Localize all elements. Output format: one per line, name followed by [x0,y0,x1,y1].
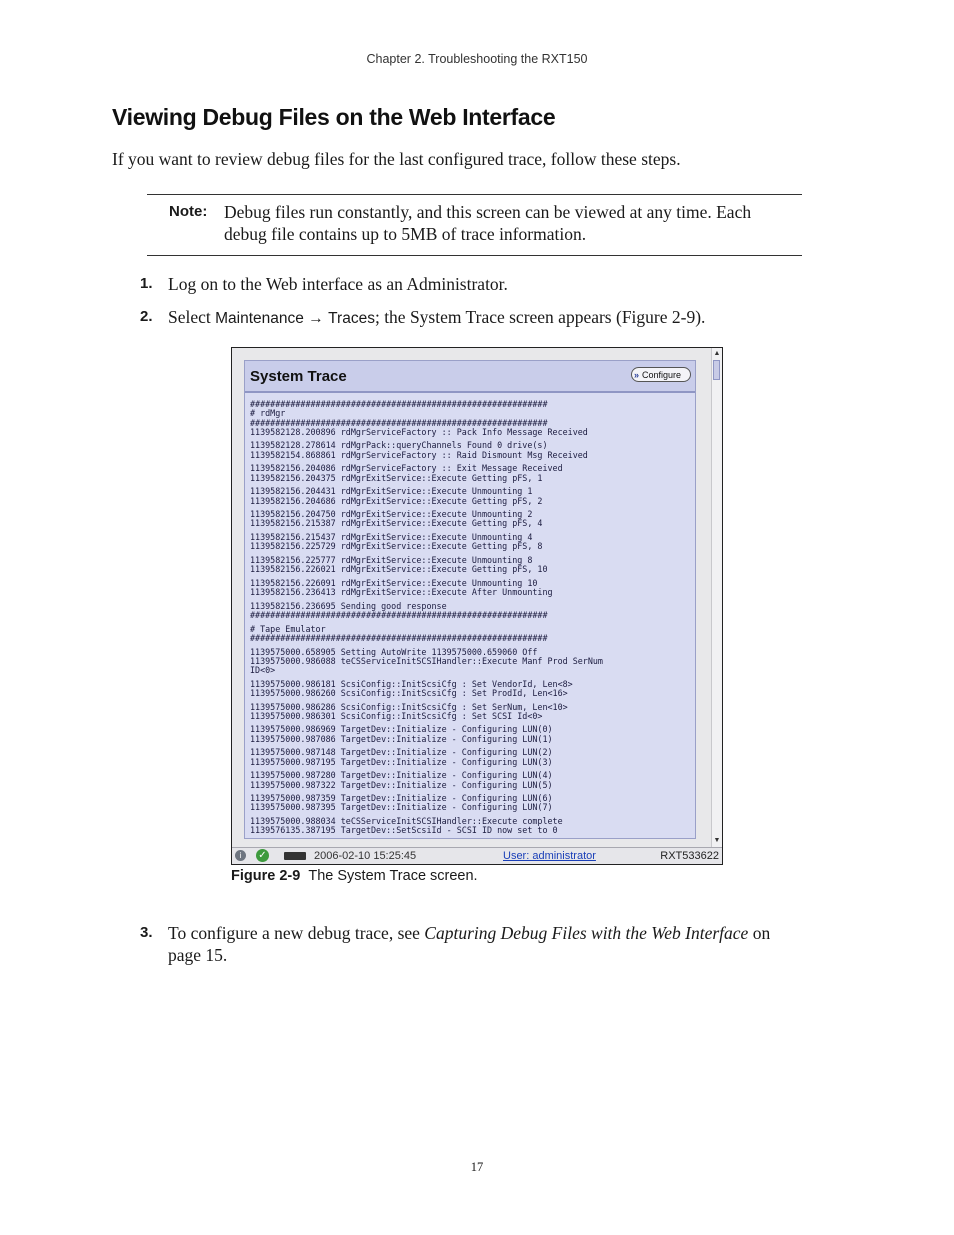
info-icon[interactable]: i [235,850,246,861]
figure-caption-text: The System Trace screen. [308,868,478,884]
log-line: 1139582156.204375 rdMgrExitService::Execute Getting pFS, 1 [250,472,543,483]
log-line: ########################################################### [250,610,548,621]
note-label: Note: [169,203,208,220]
scroll-down-icon[interactable]: ▼ [713,836,721,844]
step-text-before: Select [168,307,216,327]
figure-caption [231,868,478,884]
step-text [168,922,798,966]
step-number: 2. [140,308,153,325]
log-line: # Tape Emulator [250,623,326,634]
log-line: 1139576135.387195 TargetDev::SetScsiId - SCSI ID now set to 0 [250,825,558,836]
status-bar [232,847,722,864]
page-number: 17 [470,1160,484,1174]
panel-title: System Trace [250,368,347,385]
menu-arrow-icon: → [308,310,324,327]
log-line: ########################################################### [250,400,548,409]
log-line: 1139582156.236413 rdMgrExitService::Execute After Unmounting [250,587,553,598]
log-line: # rdMgr [250,408,286,419]
panel-header [245,361,695,393]
step-number: 3. [140,924,153,941]
note-text: Debug files run constantly, and this screen can be viewed at any time. Each debug file contains up to 5MB of trace information. [224,202,752,244]
log-line: 1139582128.200896 rdMgrServiceFactory :: Pack Info Message Received [250,426,588,437]
menu-traces: Traces [328,310,375,327]
log-line: 1139575000.986286 ScsiConfig::InitScsiCfg : Set SerNum, Len<10> [250,701,568,712]
scroll-up-icon[interactable]: ▲ [713,349,721,357]
log-line: 1139575000.987280 TargetDev::Initialize - Configuring LUN(4) [250,770,553,781]
step-text-after: ; the System Trace screen appears (Figure 2-9). [374,307,706,327]
log-line: ########################################################### [250,417,548,428]
menu-maintenance: Maintenance [215,310,304,327]
log-line: 1139582156.225729 rdMgrExitService::Execute Getting pFS, 8 [250,541,543,552]
log-line: 1139582156.236695 Sending good response [250,600,447,611]
log-line: 1139575000.987086 TargetDev::Initialize - Configuring LUN(1) [250,733,553,744]
log-line: ########################################################### [250,632,548,643]
log-line: 1139575000.987195 TargetDev::Initialize - Configuring LUN(3) [250,756,553,767]
configure-label: Configure [642,370,682,380]
cross-reference-link[interactable]: Capturing Debug Files with the Web Interface [424,923,749,943]
log-line: 1139575000.987322 TargetDev::Initialize - Configuring LUN(5) [250,779,553,790]
log-line: 1139575000.986260 ScsiConfig::InitScsiCfg : Set ProdId, Len<16> [250,687,568,698]
status-datetime: 2006-02-10 15:25:45 [314,850,417,862]
section-title: Viewing Debug Files on the Web Interface [112,104,556,130]
system-trace-panel [244,360,696,839]
log-line: ID<0> [250,665,276,676]
drive-icon[interactable] [284,852,306,860]
log-line: 1139575000.658905 Setting AutoWrite 1139575000.659060 Off [250,646,538,657]
scroll-thumb[interactable] [713,360,720,380]
figure-number: Figure 2-9 [231,868,301,884]
step-text-before: To configure a new debug trace, see [168,923,425,943]
check-status-icon[interactable]: ✓ [256,849,269,862]
log-line: 1139582156.204431 rdMgrExitService::Execute Unmounting 1 [250,486,533,497]
system-trace-screenshot [231,347,723,865]
log-line: 1139575000.986301 ScsiConfig::InitScsiCfg : Set SCSI Id<0> [250,710,543,721]
log-line: 1139582156.215387 rdMgrExitService::Execute Getting pFS, 4 [250,518,543,529]
log-line: 1139582156.204086 rdMgrServiceFactory :: Exit Message Received [250,463,563,474]
log-line: 1139575000.987359 TargetDev::Initialize - Configuring LUN(6) [250,793,553,804]
log-line: 1139582156.226021 rdMgrExitService::Execute Getting pFS, 10 [250,564,548,575]
log-line: 1139575000.988034 teCSServiceInitSCSIHandler::Execute complete [250,816,563,827]
user-link[interactable]: User: administrator [503,850,596,862]
step-text: Log on to the Web interface as an Administrator. [168,274,508,294]
log-line: 1139575000.986088 teCSServiceInitSCSIHandler::Execute Manf Prod SerNum [250,655,603,666]
step-text [168,306,788,330]
note-box [147,194,802,256]
serial-number: RXT533622 [660,850,719,862]
log-line: 1139582128.278614 rdMgrPack::queryChannels Found 0 drive(s) [250,440,548,451]
log-line: 1139582156.204750 rdMgrExitService::Execute Unmounting 2 [250,509,533,520]
log-line: 1139582156.225777 rdMgrExitService::Execute Unmounting 8 [250,554,533,565]
step-text-after: on page 15. [168,923,771,965]
log-line: 1139582156.226091 rdMgrExitService::Execute Unmounting 10 [250,577,538,588]
log-line: 1139582154.868861 rdMgrServiceFactory :: Raid Dismount Msg Received [250,449,588,460]
log-line: 1139575000.987148 TargetDev::Initialize - Configuring LUN(2) [250,747,553,758]
log-line: 1139575000.986969 TargetDev::Initialize - Configuring LUN(0) [250,724,553,735]
log-line: 1139575000.987395 TargetDev::Initialize - Configuring LUN(7) [250,802,553,813]
trace-log[interactable] [250,400,690,839]
double-chevron-icon: » [634,370,640,380]
configure-button[interactable] [631,367,691,382]
step-number: 1. [140,275,153,292]
log-line: 1139582156.204686 rdMgrExitService::Execute Getting pFS, 2 [250,495,543,506]
scrollbar[interactable] [711,348,722,848]
log-line: 1139575000.986181 ScsiConfig::InitScsiCfg : Set VendorId, Len<8> [250,678,573,689]
log-line: 1139582156.215437 rdMgrExitService::Execute Unmounting 4 [250,532,533,543]
intro-paragraph: If you want to review debug files for the last configured trace, follow these steps. [112,149,681,169]
running-header: Chapter 2. Troubleshooting the RXT150 [366,52,588,66]
